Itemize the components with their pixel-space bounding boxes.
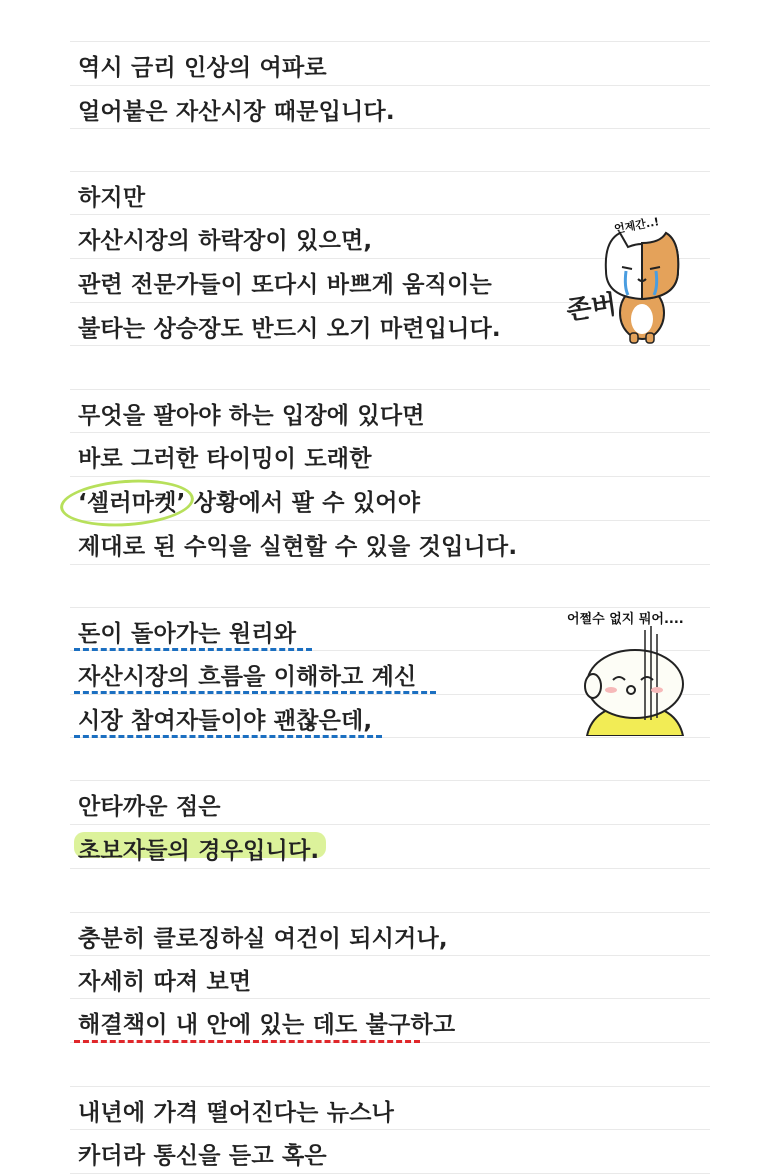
sticker-label: 존버 [564, 289, 619, 327]
text-line [70, 868, 710, 912]
line-text: 충분히 클로징하실 여건이 되시거나, [78, 926, 448, 952]
line-text: 자산시장의 하락장이 있으면, [78, 228, 373, 254]
line-text: 카더라 통신을 듣고 혹은 [78, 1143, 327, 1169]
red-underline [74, 1040, 420, 1043]
line-text: 하지만 [78, 185, 146, 211]
text-line [70, 998, 710, 1042]
line-text: 내년에 가격 떨어진다는 뉴스나 [78, 1100, 395, 1126]
line-text: 불타는 상승장도 반드시 오기 마련입니다. [78, 316, 501, 342]
line-text: 초보자들의 경우입니다. [78, 838, 320, 864]
text-line [70, 1042, 710, 1086]
line-text: 시장 참여자들이야 괜찮은데, [78, 708, 373, 734]
text-line [70, 345, 710, 389]
blue-underline [74, 735, 382, 738]
text-line [70, 737, 710, 781]
text-line [70, 432, 710, 476]
line-text: 돈이 돌아가는 원리와 [78, 621, 297, 647]
line-text: 역시 금리 인상의 여파로 [78, 55, 327, 81]
text-line [70, 520, 710, 564]
line-text: 무엇을 팔아야 하는 입장에 있다면 [78, 403, 425, 429]
sticker-caption: 어쩔수 없지 뭐어.... [567, 612, 684, 627]
line-text: 자세히 따져 보면 [78, 969, 252, 995]
text-line [70, 780, 710, 824]
text-line [70, 955, 710, 999]
line-text: 안타까운 점은 [78, 794, 221, 820]
blue-underline [74, 648, 312, 651]
text-line [70, 128, 710, 172]
sticker-caption: 언제간..! [613, 215, 661, 236]
text-line [70, 389, 710, 433]
line-text: 자산시장의 흐름을 이해하고 계신 [78, 664, 417, 690]
line-text: 관련 전문가들이 또다시 바쁘게 움직이는 [78, 272, 492, 298]
line-text: ‘셀러마켓’ 상황에서 팔 수 있어야 [78, 490, 421, 516]
line-text: 바로 그러한 타이밍이 도래한 [78, 446, 372, 472]
text-line [70, 41, 710, 85]
crying-cat-sticker [560, 215, 700, 345]
sighing-character-sticker [565, 600, 715, 736]
text-line [70, 912, 710, 956]
line-text: 해결책이 내 안에 있는 데도 불구하고 [78, 1012, 456, 1038]
text-line [70, 1129, 710, 1174]
text-line [70, 85, 710, 129]
text-line [70, 824, 710, 868]
line-text: 제대로 된 수익을 실현할 수 있을 것입니다. [78, 534, 518, 560]
blue-underline [74, 691, 436, 694]
text-line [70, 1086, 710, 1130]
line-text: 얼어붙은 자산시장 때문입니다. [78, 99, 395, 125]
text-line [70, 171, 710, 215]
